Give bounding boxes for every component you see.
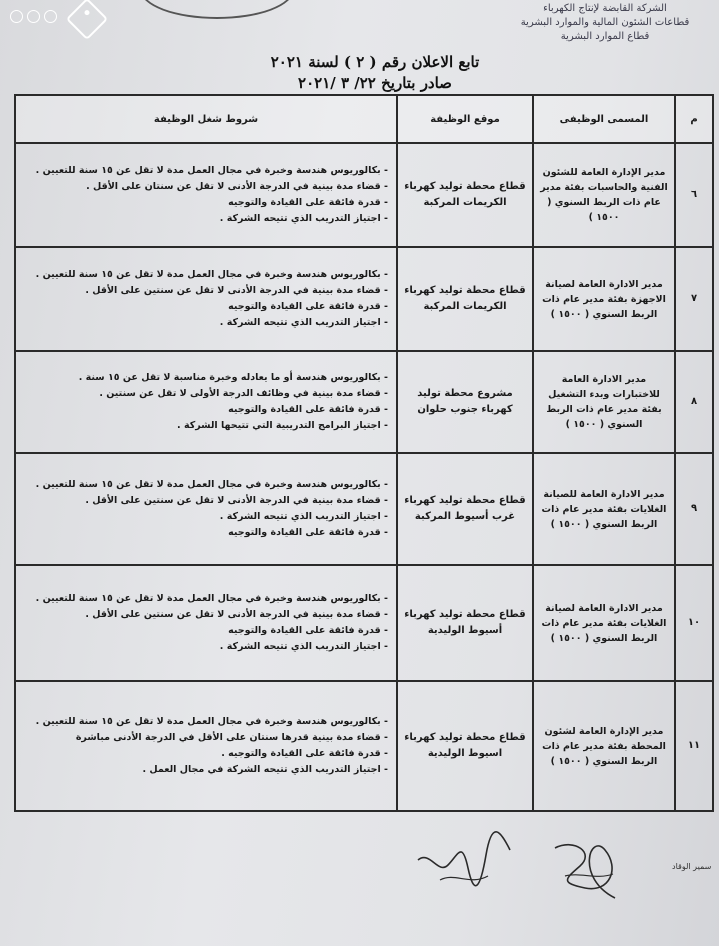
condition-item: - قدرة فائقة على القيادة والتوجيه (228, 625, 388, 636)
condition-item: - قدرة فائقة على القيادة والتوجيه (228, 197, 388, 208)
job-title-cell: مدير الادارة العامة للصيانة الغلايات بفئة مدير عام ذات الربط السنوي ( ١٥٠٠ ) (533, 453, 675, 565)
row-number: ١١ (675, 681, 713, 811)
location-cell: قطاع محطة توليد كهرباء اسيوط الوليدية (397, 681, 533, 811)
conditions-cell (15, 143, 397, 247)
row-number: ٦ (675, 143, 713, 247)
dot-icon (27, 10, 40, 23)
row-number: ٨ (675, 351, 713, 453)
header-job-title: المسمى الوظيفى (533, 95, 675, 143)
condition-item: - قدرة فائقة على القيادة والتوجيه . (221, 748, 388, 759)
header-conditions: شروط شغل الوظيفة (15, 95, 397, 143)
header-location: موقع الوظيفة (397, 95, 533, 143)
location-cell: قطاع محطة توليد كهرباء أسيوط الوليدية (397, 565, 533, 681)
conditions-cell (15, 681, 397, 811)
job-title-cell: مدير الإدارة العامة للشئون الفنية والحاسبات بفئة مدير عام ذات الربط السنوي ( ١٥٠٠ ) (533, 143, 675, 247)
condition-item: - اجتياز التدريب الذي تتيحه الشركة . (219, 317, 388, 328)
condition-item: - بكالوريوس هندسة وخبرة في مجال العمل مدة لا تقل عن ١٥ سنة للتعيين . (35, 269, 388, 280)
jobs-table (14, 94, 714, 812)
condition-item: - بكالوريوس هندسة وخبرة في مجال العمل مدة لا تقل عن ١٥ سنة للتعيين . (35, 593, 388, 604)
location-cell: مشروع محطة توليد كهرباء جنوب حلوان (397, 351, 533, 453)
condition-item: - قدرة فائقة على القيادة والتوجيه (228, 301, 388, 312)
announcement-title: تابع الاعلان رقم ( ٢ ) لسنة ٢٠٢١ (270, 53, 480, 71)
signature-right-icon (545, 828, 635, 908)
condition-item: - اجتياز التدريب الذي تتيحه الشركة . (219, 511, 388, 522)
condition-item: - قضاء مدة بينية قدرها سنتان على الأقل في الدرجة الأدنى مباشرة (75, 732, 388, 743)
condition-item: - اجتياز التدريب الذي تتيحه الشركة . (219, 213, 388, 224)
table-row (15, 453, 713, 565)
dot-icon (10, 10, 23, 23)
table-row (15, 565, 713, 681)
condition-item: - قضاء مدة بينية في الدرجة الأدنى لا تقل عن سنتين على الأقل . (85, 495, 388, 506)
location-cell: قطاع محطة توليد كهرباء الكريمات المركبة (397, 247, 533, 351)
tag-icon[interactable] (66, 0, 108, 40)
row-number: ٧ (675, 247, 713, 351)
job-title-cell: مدير الإدارة العامة لشئون المحطة بفئة مدير عام ذات الربط السنوي ( ١٥٠٠ ) (533, 681, 675, 811)
condition-item: - اجتياز التدريب الذي تتيحه الشركة في مجال العمل . (142, 764, 388, 775)
conditions-cell (15, 351, 397, 453)
condition-item: - بكالوريوس هندسة وخبرة في مجال العمل مدة لا تقل عن ١٥ سنة للتعيين . (35, 716, 388, 727)
condition-item: - قدرة فائقة على القيادة والتوجيه (228, 404, 388, 415)
condition-item: - اجتياز التدريب الذي تتيحه الشركة . (219, 641, 388, 652)
condition-item: - قضاء مدة بينية في الدرجة الأدنى لا تقل عن سنتين على الأقل . (85, 609, 388, 620)
job-title-cell: مدير الادارة العامة للاختبارات وبدء التشغيل بفئة مدير عام ذات الربط السنوي ( ١٥٠٠ ) (533, 351, 675, 453)
condition-item: - قدرة فائقة على القيادة والتوجيه (228, 527, 388, 538)
announcement-header (210, 52, 540, 94)
conditions-cell (15, 565, 397, 681)
org-line-2: قطاعات الشئون المالية والموارد البشرية (520, 17, 690, 28)
header-no: م (675, 95, 713, 143)
condition-item: - بكالوريوس هندسة وخبرة في مجال العمل مدة لا تقل عن ١٥ سنة للتعيين . (35, 479, 388, 490)
job-title-cell: مدير الادارة العامة لصيانة الاجهزة بفئة مدير عام ذات الربط السنوي ( ١٥٠٠ ) (533, 247, 675, 351)
condition-item: - قضاء مدة بينية في وظائف الدرجة الأولى لا تقل عن سنتين . (99, 388, 388, 399)
condition-item: - قضاء مدة بينية في الدرجة الأدنى لا تقل عن سنتان على الأقل . (86, 181, 388, 192)
organization-header (505, 2, 705, 44)
table-header-row (15, 95, 713, 143)
org-line-1: الشركة القابضة لإنتاج الكهرباء (543, 3, 667, 14)
condition-item: - بكالوريوس هندسة وخبرة في مجال العمل مدة لا تقل عن ١٥ سنة للتعيين . (35, 165, 388, 176)
footer-note: سمير الوقاد (672, 862, 712, 871)
dot-icon (44, 10, 57, 23)
table-row (15, 351, 713, 453)
table-row (15, 247, 713, 351)
announcement-date: صادر بتاريخ ٢٢/ ٣ /٢٠٢١ (298, 74, 452, 92)
row-number: ١٠ (675, 565, 713, 681)
conditions-cell (15, 453, 397, 565)
row-number: ٩ (675, 453, 713, 565)
jobs-table-wrapper (14, 94, 712, 812)
table-row (15, 143, 713, 247)
condition-item: - بكالوريوس هندسة أو ما يعادله وخبرة مناسبة لا تقل عن ١٥ سنة . (78, 372, 388, 383)
signature-left-icon (410, 820, 520, 900)
window-dots-icon[interactable] (10, 10, 57, 23)
condition-item: - قضاء مدة بينية في الدرجة الأدنى لا تقل عن سنتين على الأقل . (85, 285, 388, 296)
table-row (15, 681, 713, 811)
location-cell: قطاع محطة توليد كهرباء غرب أسيوط المركبة (397, 453, 533, 565)
condition-item: - اجتياز البرامج التدريبية التي تتيحها الشركة . (177, 420, 388, 431)
job-title-cell: مدير الادارة العامة لصيانة الغلايات بفئة مدير عام ذات الربط السنوي ( ١٥٠٠ ) (533, 565, 675, 681)
org-line-3: قطاع الموارد البشرية (560, 31, 650, 42)
logo-emblem-icon (140, 0, 294, 19)
conditions-cell (15, 247, 397, 351)
location-cell: قطاع محطة توليد كهرباء الكريمات المركبة (397, 143, 533, 247)
